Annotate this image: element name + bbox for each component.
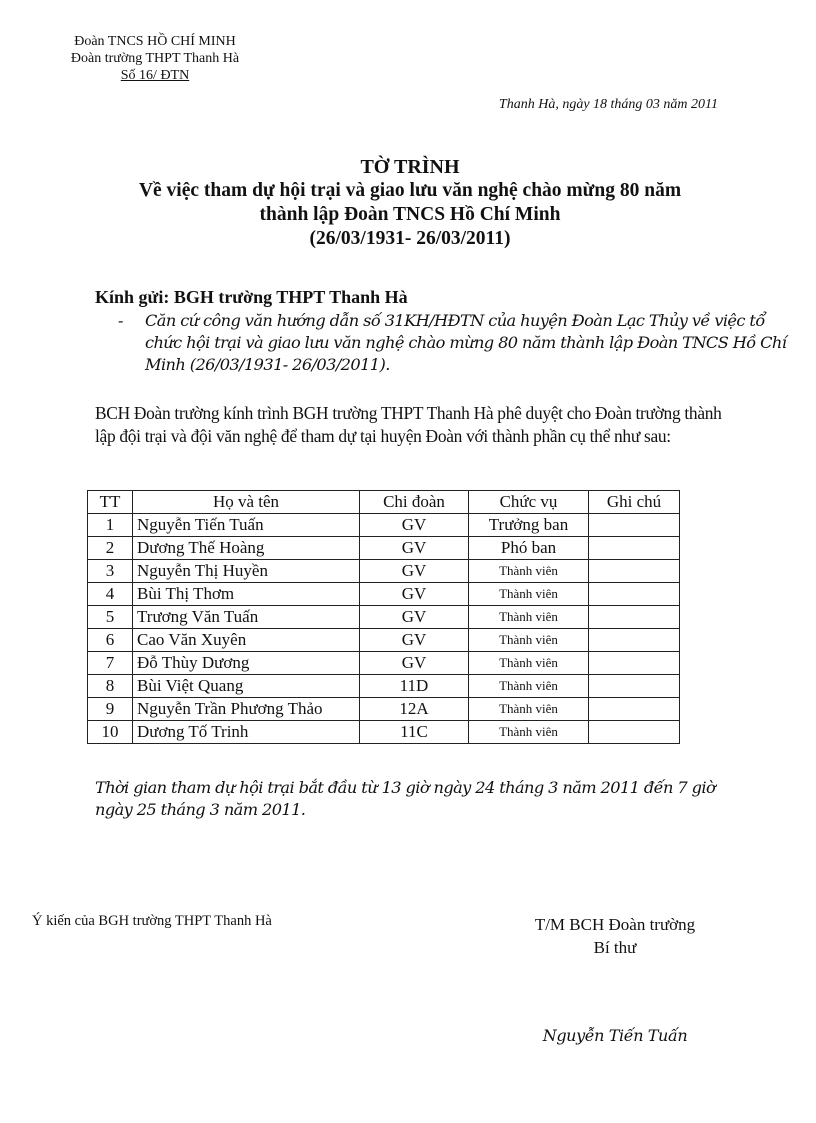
cell-ghi-chu (589, 560, 680, 583)
place-date: Thanh Hà, ngày 18 tháng 03 năm 2011 (498, 97, 718, 112)
cell-chi-doan: GV (360, 629, 469, 652)
cell-name: Bùi Việt Quang (133, 675, 360, 698)
cell-tt: 10 (88, 721, 133, 744)
legal-basis-text: Căn cứ công văn hướng dẫn số 31KH/HĐTN của huyện Đoàn Lạc Thủy về việc tổ chức hội trại và giao lưu văn nghệ chào mừng 80 năm thành lập Đoàn TNCS Hồ Chí Minh (26/03/1931- 26/03/2011). (145, 311, 787, 374)
members-table (87, 490, 680, 744)
cell-name: Đỗ Thùy Dương (133, 652, 360, 675)
signature-block (520, 913, 710, 959)
cell-ghi-chu (589, 652, 680, 675)
cell-chuc-vu: Phó ban (469, 537, 589, 560)
cell-chi-doan: 11C (360, 721, 469, 744)
table-row (88, 675, 680, 698)
schedule-note: Thời gian tham dự hội trại bắt đầu từ 13 giờ ngày 24 tháng 3 năm 2011 đến 7 giờ ngày 25 tháng 3 năm 2011. (95, 778, 716, 819)
cell-name: Dương Tố Trinh (133, 721, 360, 744)
cell-ghi-chu (589, 698, 680, 721)
cell-ghi-chu (589, 514, 680, 537)
org-line-2: Đoàn trường THPT Thanh Hà (70, 51, 240, 66)
cell-chi-doan: GV (360, 606, 469, 629)
cell-chuc-vu: Thành viên (469, 560, 589, 583)
cell-name: Nguyễn Thị Huyền (133, 560, 360, 583)
cell-name: Dương Thế Hoàng (133, 537, 360, 560)
header-ghi-chu: Ghi chú (589, 491, 680, 514)
cell-chi-doan: GV (360, 514, 469, 537)
cell-chuc-vu: Thành viên (469, 698, 589, 721)
title-line-2: Về việc tham dự hội trại và giao lưu văn nghệ chào mừng 80 năm (138, 180, 682, 201)
signer-name: Nguyễn Tiến Tuấn (542, 1026, 688, 1045)
title-line-1: TỜ TRÌNH (360, 156, 460, 178)
header-tt: TT (88, 491, 133, 514)
cell-tt: 3 (88, 560, 133, 583)
cell-ghi-chu (589, 675, 680, 698)
bullet-dash: - (118, 311, 123, 330)
table-row (88, 537, 680, 560)
cell-ghi-chu (589, 606, 680, 629)
cell-chi-doan: 12A (360, 698, 469, 721)
cell-name: Nguyễn Trần Phương Thảo (133, 698, 360, 721)
signer-position: Bí thư (593, 938, 637, 957)
approval-label: Ý kiến của BGH trường THPT Thanh Hà (32, 913, 272, 929)
table-header-row (88, 491, 680, 514)
cell-tt: 9 (88, 698, 133, 721)
cell-chi-doan: 11D (360, 675, 469, 698)
cell-chuc-vu: Thành viên (469, 721, 589, 744)
title-line-3: thành lập Đoàn TNCS Hồ Chí Minh (259, 204, 561, 225)
cell-chi-doan: GV (360, 652, 469, 675)
cell-ghi-chu (589, 583, 680, 606)
table-row (88, 629, 680, 652)
header-name: Họ và tên (133, 491, 360, 514)
table-row (88, 652, 680, 675)
cell-chuc-vu: Trưởng ban (469, 514, 589, 537)
cell-ghi-chu (589, 537, 680, 560)
cell-chuc-vu: Thành viên (469, 675, 589, 698)
table-row (88, 514, 680, 537)
cell-tt: 7 (88, 652, 133, 675)
cell-chi-doan: GV (360, 583, 469, 606)
cell-name: Cao Văn Xuyên (133, 629, 360, 652)
recipient: Kính gửi: BGH trường THPT Thanh Hà (95, 287, 408, 307)
cell-name: Bùi Thị Thơm (133, 583, 360, 606)
cell-chi-doan: GV (360, 560, 469, 583)
cell-name: Nguyễn Tiến Tuấn (133, 514, 360, 537)
document-number: Số 16/ ĐTN (120, 68, 190, 83)
header-chuc-vu: Chức vụ (469, 491, 589, 514)
cell-tt: 2 (88, 537, 133, 560)
legal-basis (118, 310, 788, 376)
cell-chuc-vu: Thành viên (469, 629, 589, 652)
cell-tt: 4 (88, 583, 133, 606)
cell-name: Trương Văn Tuấn (133, 606, 360, 629)
header-chi-doan: Chi đoàn (360, 491, 469, 514)
cell-tt: 5 (88, 606, 133, 629)
body-paragraph: BCH Đoàn trường kính trình BGH trường THPT Thanh Hà phê duyệt cho Đoàn trường thành lập đội trại và đội văn nghệ để tham dự tại huyện Đoàn với thành phần cụ thể như sau: (95, 403, 722, 446)
cell-ghi-chu (589, 629, 680, 652)
cell-chuc-vu: Thành viên (469, 583, 589, 606)
cell-tt: 6 (88, 629, 133, 652)
cell-chuc-vu: Thành viên (469, 606, 589, 629)
table-row (88, 698, 680, 721)
table-row (88, 721, 680, 744)
cell-tt: 8 (88, 675, 133, 698)
cell-tt: 1 (88, 514, 133, 537)
table-row (88, 560, 680, 583)
org-line-1: Đoàn TNCS HỒ CHÍ MINH (74, 34, 236, 49)
table-row (88, 583, 680, 606)
document-title (80, 155, 740, 251)
issuing-organization (30, 33, 280, 84)
table-row (88, 606, 680, 629)
on-behalf-label: T/M BCH Đoàn trường (534, 915, 696, 934)
cell-chuc-vu: Thành viên (469, 652, 589, 675)
title-line-4: (26/03/1931- 26/03/2011) (309, 228, 511, 249)
cell-chi-doan: GV (360, 537, 469, 560)
cell-ghi-chu (589, 721, 680, 744)
